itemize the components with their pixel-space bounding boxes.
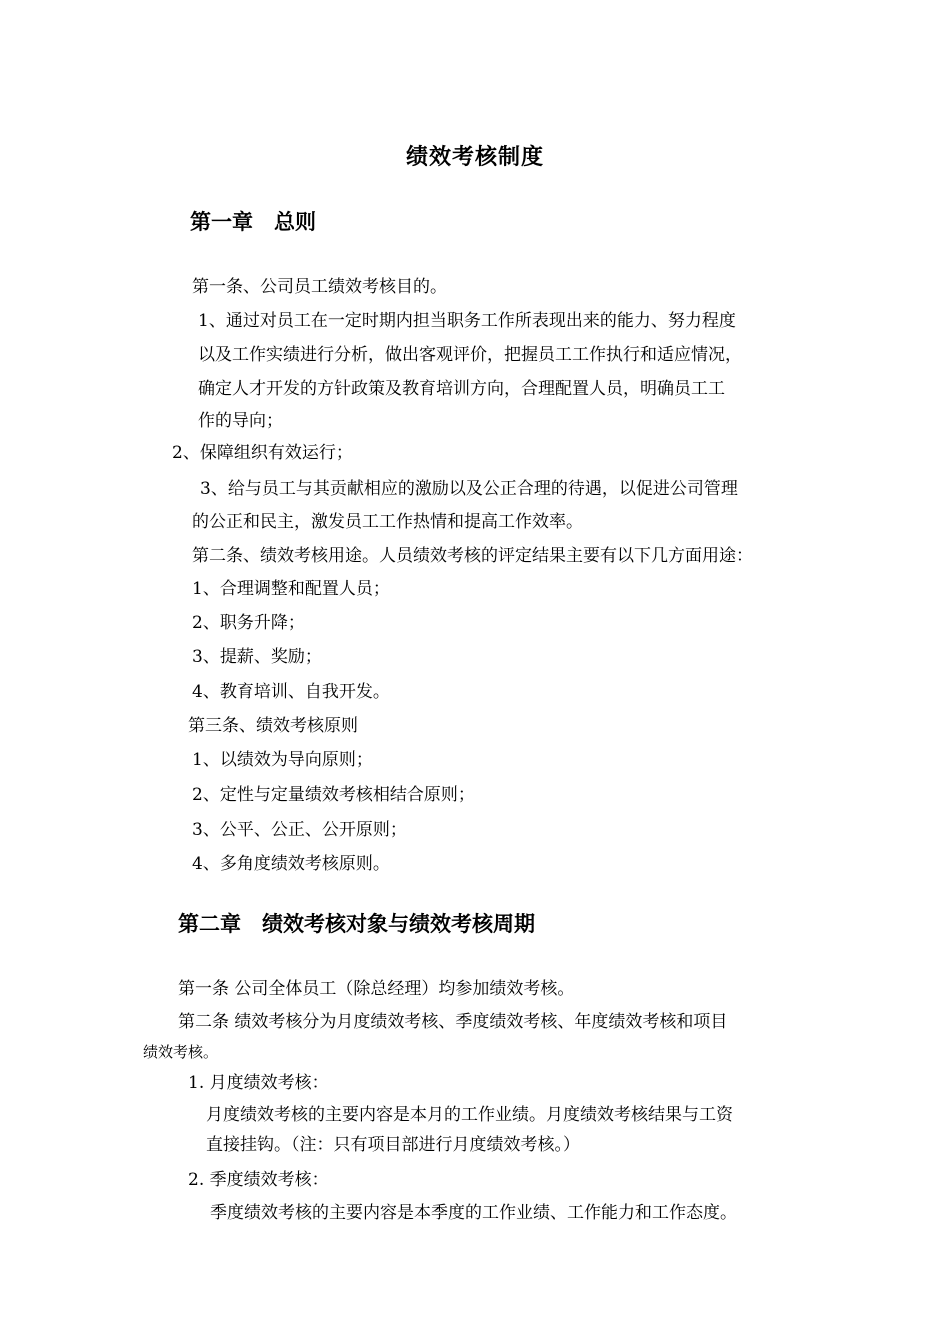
chapter-2-heading: 第二章 绩效考核对象与绩效考核周期 (178, 911, 535, 936)
paragraph-line: 第二条 绩效考核分为月度绩效考核、季度绩效考核、年度绩效考核和项目 (178, 1012, 728, 1032)
paragraph-line: 第一条、公司员工绩效考核目的。 (192, 277, 447, 297)
paragraph-line: 第二条、绩效考核用途。人员绩效考核的评定结果主要有以下几方面用途： (192, 546, 753, 566)
paragraph-line: 2、定性与定量绩效考核相结合原则； (192, 785, 475, 805)
paragraph-line: 2. 季度绩效考核： (188, 1170, 329, 1190)
paragraph-line: 的公正和民主，激发员工工作热情和提高工作效率。 (192, 512, 583, 532)
paragraph-line: 确定人才开发的方针政策及教育培训方向，合理配置人员，明确员工工 (198, 379, 725, 399)
paragraph-line: 绩效考核。 (143, 1043, 219, 1061)
paragraph-line: 1、以绩效为导向原则； (192, 750, 373, 770)
paragraph-line: 4、多角度绩效考核原则。 (192, 854, 390, 874)
paragraph-line: 作的导向； (198, 411, 283, 431)
chapter-1-heading: 第一章 总则 (190, 209, 316, 234)
paragraph-line: 1、通过对员工在一定时期内担当职务工作所表现出来的能力、努力程度 (198, 311, 736, 331)
paragraph-line: 以及工作实绩进行分析，做出客观评价，把握员工工作执行和适应情况， (198, 345, 742, 365)
paragraph-line: 2、职务升降； (192, 613, 305, 633)
paragraph-line: 4、教育培训、自我开发。 (192, 682, 390, 702)
paragraph-line: 季度绩效考核的主要内容是本季度的工作业绩、工作能力和工作态度。 (210, 1203, 737, 1223)
paragraph-line: 3、公平、公正、公开原则； (192, 820, 407, 840)
paragraph-line: 第三条、绩效考核原则 (188, 716, 358, 736)
paragraph-line: 直接挂钩。（注：只有项目部进行月度绩效考核。） (206, 1135, 580, 1155)
paragraph-line: 第一条 公司全体员工（除总经理）均参加绩效考核。 (178, 979, 575, 999)
paragraph-line: 1、合理调整和配置人员； (192, 579, 390, 599)
paragraph-line: 2、保障组织有效运行； (172, 443, 353, 463)
paragraph-line: 月度绩效考核的主要内容是本月的工作业绩。月度绩效考核结果与工资 (206, 1105, 733, 1125)
paragraph-line: 3、给与员工与其贡献相应的激励以及公正合理的待遇，以促进公司管理 (200, 479, 738, 499)
paragraph-line: 1. 月度绩效考核： (188, 1073, 329, 1093)
paragraph-line: 3、提薪、奖励； (192, 647, 322, 667)
document-title: 绩效考核制度 (405, 144, 544, 170)
